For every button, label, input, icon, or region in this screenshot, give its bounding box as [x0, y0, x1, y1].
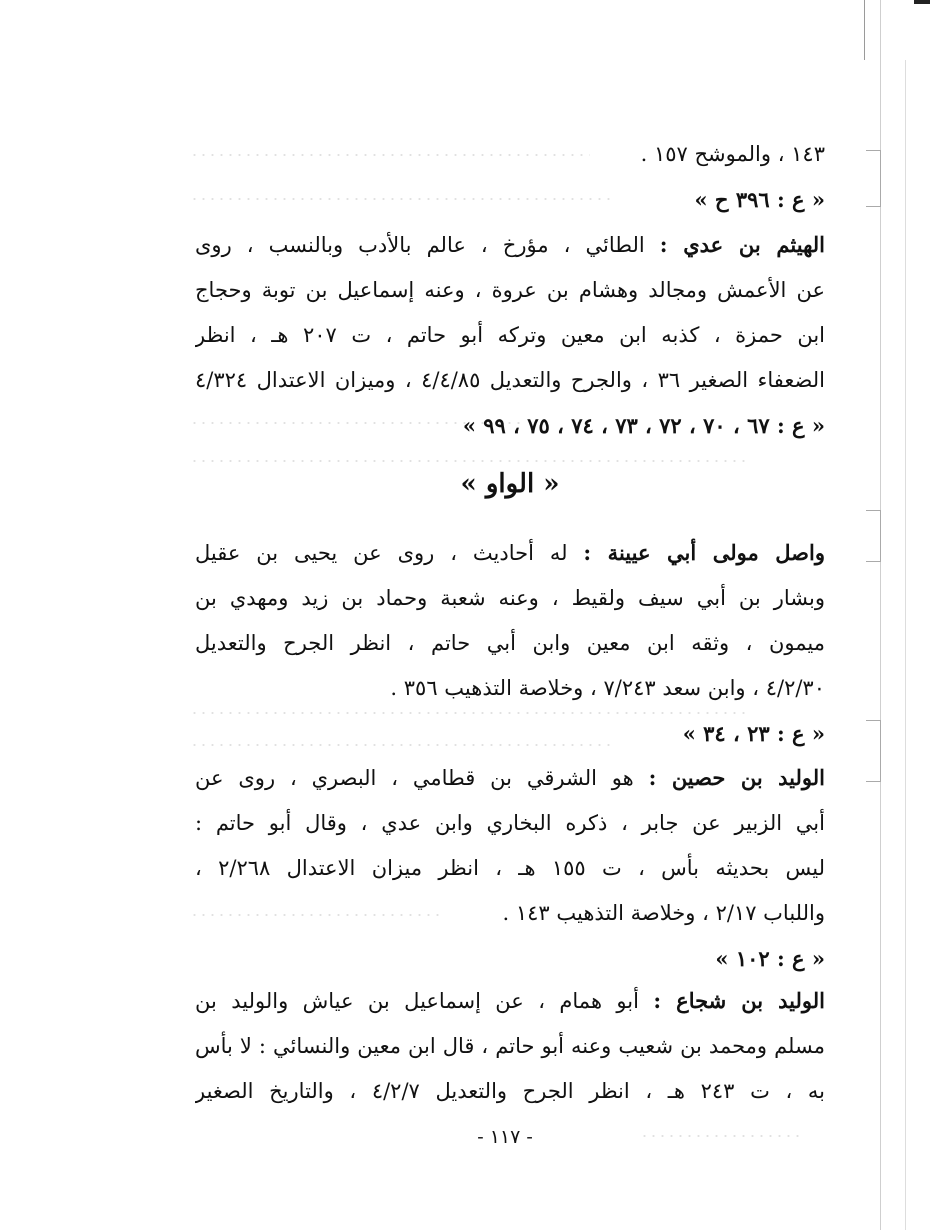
reference-marker: « ع : ١٠٢ »	[715, 946, 825, 971]
scan-edge-line	[905, 60, 906, 1230]
entry-line: الضعفاء الصغير ٣٦ ، والجرح والتعديل ٤/٤/٨٥ ، وميزان الاعتدال ٤/٣٢٤	[195, 368, 825, 392]
entry-line: ميمون ، وثقه ابن معين وابن أبي حاتم ، انظر الجرح والتعديل	[195, 631, 825, 655]
reference-marker: « ع : ٢٣ ، ٣٤ »	[682, 721, 825, 746]
entry-haytham	[195, 222, 825, 448]
reference-marker: « ع : ٦٧ ، ٧٠ ، ٧٢ ، ٧٣ ، ٧٤ ، ٧٥ ، ٩٩ »	[462, 413, 825, 438]
entry-line: أبي الزبير عن جابر ، ذكره البخاري وابن عدي ، وقال أبو حاتم :	[195, 811, 825, 835]
scan-edge-line	[864, 0, 865, 60]
entry-line: به ، ت ٢٤٣ هـ ، انظر الجرح والتعديل ٤/٢/٧ ، والتاريخ الصغير	[195, 1079, 825, 1103]
entry-text: له أحاديث ، روى عن يحيى بن عقيل	[195, 541, 568, 565]
entry-first-line	[195, 755, 825, 801]
entry-name: واصل مولى أبي عيينة :	[583, 540, 825, 565]
entry-line: عن الأعمش ومجالد وهشام بن عروة ، وعنه إسماعيل بن توبة وحجاج	[195, 278, 825, 302]
scan-edge-bracket	[866, 150, 881, 207]
entry-first-line	[195, 530, 825, 576]
scan-edge-mark	[914, 0, 930, 4]
continued-entry	[195, 132, 825, 222]
entry-first-line	[195, 978, 825, 1024]
continued-line: ١٤٣ ، والموشح ١٥٧ .	[640, 142, 825, 166]
reference-marker: « ع : ٣٩٦ ح »	[694, 187, 825, 212]
entry-name: الوليد بن شجاع :	[653, 988, 825, 1013]
entry-line: ليس بحديثه بأس ، ت ١٥٥ هـ ، انظر ميزان الاعتدال ٢/٢٦٨ ،	[195, 856, 825, 880]
bleed-through-noise	[640, 1133, 800, 1139]
scan-edge-bracket	[866, 510, 881, 562]
scan-edge-bracket	[866, 720, 881, 782]
entry-name: الهيثم بن عدي :	[659, 232, 825, 257]
entry-walid-husayn	[195, 755, 825, 981]
page-number: - ١١٧ -	[477, 1126, 533, 1148]
entry-line: ابن حمزة ، كذبه ابن معين وتركه أبو حاتم ، ت ٢٠٧ هـ ، انظر	[195, 323, 825, 347]
entry-name: الوليد بن حصين :	[648, 765, 825, 790]
section-heading: « الواو »	[460, 469, 560, 499]
entry-line: ٤/٢/٣٠ ، وابن سعد ٧/٢٤٣ ، وخلاصة التذهيب ٣٥٦ .	[390, 676, 825, 700]
entry-line: وبشار بن أبي سيف ولقيط ، وعنه شعبة وحماد بن زيد ومهدي بن	[195, 586, 825, 610]
entry-text: أبو همام ، عن إسماعيل بن عياش والوليد بن	[195, 989, 639, 1013]
entry-wasil	[195, 530, 825, 756]
entry-text: الطائي ، مؤرخ ، عالم بالأدب وبالنسب ، روى	[195, 233, 645, 257]
entry-line: واللباب ٢/١٧ ، وخلاصة التذهيب ١٤٣ .	[502, 901, 825, 925]
entry-line: مسلم ومحمد بن شعيب وعنه أبو حاتم ، قال ابن معين والنسائي : لا بأس	[195, 1034, 825, 1058]
entry-walid-shuja	[195, 978, 825, 1114]
entry-text: هو الشرقي بن قطامي ، البصري ، روى عن	[195, 766, 634, 790]
entry-first-line	[195, 222, 825, 268]
